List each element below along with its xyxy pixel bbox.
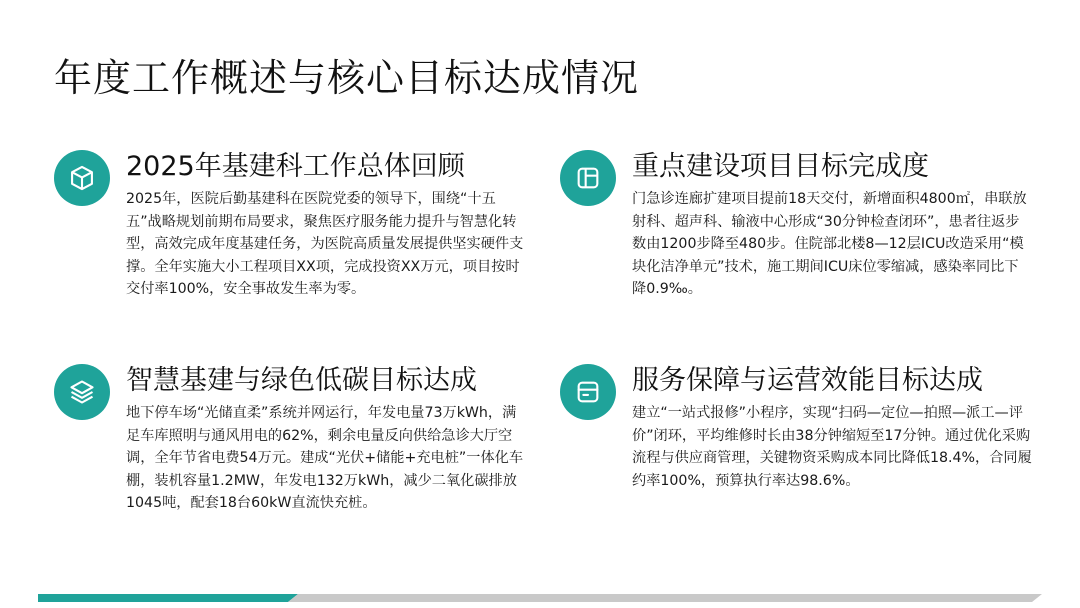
form-icon [574, 378, 602, 406]
section-body: 门急诊连廊扩建项目提前18天交付，新增面积4800㎡，串联放射科、超声科、输液中心形成“30分钟检查闭环”，患者往返步数由1200步降至480步。住院部北楼8—12层ICU改造采用“模块化洁净单元”技术，施工期间ICU床位零缩减，感染率同比下降0.9‰。 [632, 191, 1027, 298]
section-body: 2025年，医院后勤基建科在医院党委的领导下，围绕“十五五”战略规划前期布局要求，聚焦医疗服务能力提升与智慧化转型，高效完成年度基建任务，为医院高质量发展提供坚实硬件支撑。全年实施大小工程项目XX项，完成投资XX万元，项目按时交付率100%，安全事故发生率为零。 [126, 191, 524, 298]
section-heading: 2025年基建科工作总体回顾 [126, 151, 465, 182]
building-icon [574, 164, 602, 192]
section-body: 地下停车场“光储直柔”系统并网运行，年发电量73万kWh，满足车库照明与通风用电的62%，剩余电量反向供给急诊大厅空调，全年节省电费54万元。建成“光伏+储能+充电桩”一体化车棚，装机容量1.2MW，年发电132万kWh，减少二氧化碳排放1045吨，配套18台60kW直流快充桩。 [126, 405, 524, 512]
section-heading: 服务保障与运营效能目标达成 [632, 365, 983, 396]
cube-icon [68, 164, 96, 192]
section-heading: 智慧基建与绿色低碳目标达成 [126, 365, 477, 396]
layers-icon-badge [54, 364, 110, 420]
section-heading: 重点建设项目目标完成度 [632, 151, 929, 182]
section-body: 建立“一站式报修”小程序，实现“扫码—定位—拍照—派工—评价”闭环，平均维修时长由38分钟缩短至17分钟。通过优化采购流程与供应商管理，关键物资采购成本同比降低18.4%，合同履约率100%，预算执行率达98.6%。 [632, 405, 1032, 489]
page-title: 年度工作概述与核心目标达成情况 [54, 56, 640, 100]
footer-bar-accent [38, 594, 298, 602]
building-icon-badge [560, 150, 616, 206]
footer-bar-gray [288, 594, 1042, 602]
layers-icon [68, 378, 96, 406]
footer-bar [38, 594, 1042, 602]
cube-icon-badge [54, 150, 110, 206]
form-icon-badge [560, 364, 616, 420]
